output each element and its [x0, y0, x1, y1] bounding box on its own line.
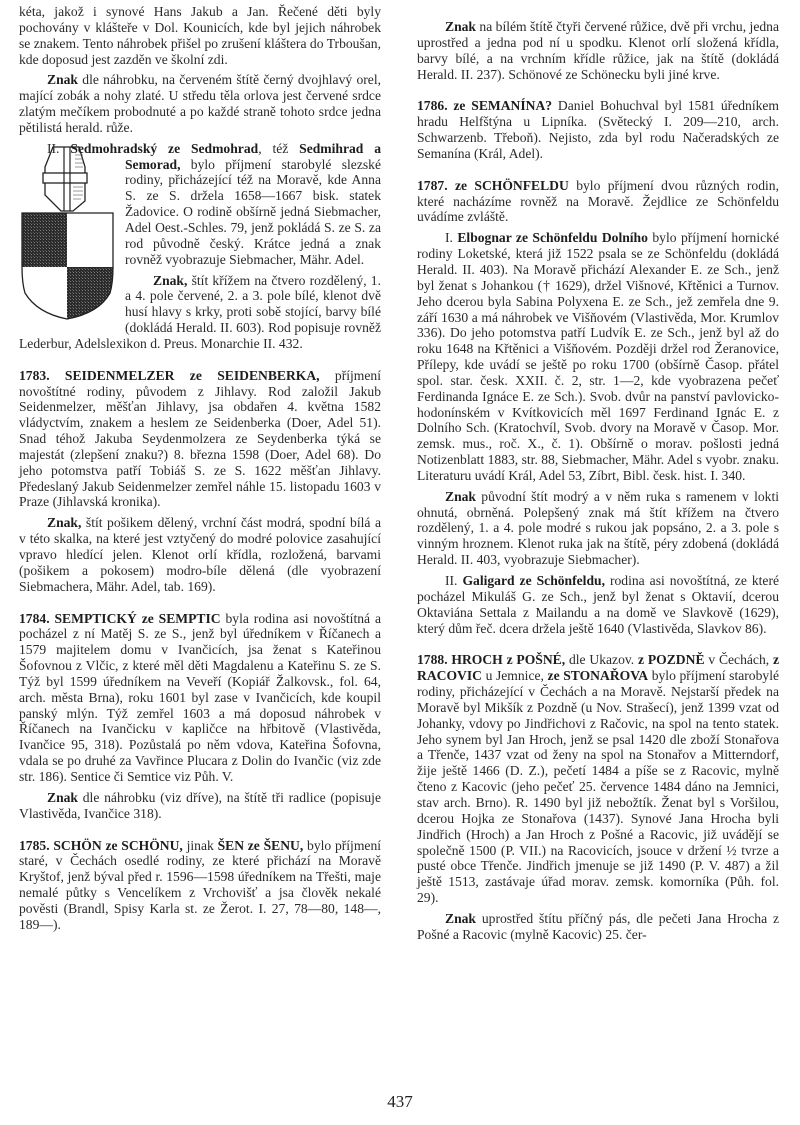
paragraph-znak-eagle: Znak dle náhrobku, na červeném štítě černý dvojhlavý orel, mající zobák a nohy zlaté. U středu těla orlova jest červené srdce zlatým mečíkem probodnuté a po každé straně tohoto srdce jedna pětilistá herald. růže.: [19, 72, 381, 135]
paragraph-znak-elbognar: Znak původní štít modrý a v něm ruka s ramenem v lokti ohnutá, obrněná. Polepšený znak má štít křížem na čtvero rozdělený, 1. a 4. pole modré s rukou jak popsáno, 2. a 3. pole s vinným hroznem. Klenot ruka jak na štítě, péry zdobená (dokládá Herald. II. 403, vyobrazuje Siebmacher).: [417, 488, 779, 568]
entry-sedmohradsky: II. Sedmohradský ze Sedmohrad, též Sedmihrad a Semorad, bylo příjmení starobylé slezské rodiny, přicházející též na Moravě, kde Anna S. ze S. držela 1658—1667 bisk. statek Žadovice. O rodině obšírně jedná Siebmacher, Adel Oest.-Schles. 79, jenž pokládá S. ze S. za rod původně český. Krátce jedná a znak rovněž vyobrazuje Siebmacher, Mähr. Adel.: [19, 141, 381, 268]
paragraph-znak-1784: Znak dle náhrobku (viz dříve), na štítě tři radlice (popisuje Vlastivěda, Ivančice 318).: [19, 789, 381, 821]
paragraph-znak-sedmohrad: Znak, štít křížem na čtvero rozdělený, 1. a 4. pole červené, 2. a 3. pole bílé, klenot dvě husí hlavy s krky, proti sobě stojící, barvy bílé (dokládá Herald. II. 603). Rod popisuje rovněž Lederbur, Adelslexikon d. Preus. Monarchie II. 432.: [19, 272, 381, 351]
entry-1784: 1784. SEMPTICKÝ ze SEMPTIC byla rodina asi novoštítná a pocházel z ní Matěj S. ze S., jenž byl úředníkem v Říčanech a 1579 majitelem domu v Ivančicích, jsa ženat s Kateřinou Šofovnou z Vlčic, z které měl děti Magdalenu a Kateřinu S. ze S. Týž byl 1599 úředníkem na Veveří (Kopiář Žalkovsk., fol. 64, arch. města Brna), roku 1601 byl zase v Ivančicích, kde koupil panský mlýn. Týž zemřel 1603 a má doposud náhrobek v Říčanech na Ivančicku v kapličce na hřbitově (Vlastivěda, Ivančice 95, 318). Pozůstalá po něm vdova, Kateřina Šofovna, vdala se po druhé za Vavřince Plucara z Dolin do Ivančic (viz zde str. 186). Sentice či Semtice viz Půh. V.: [19, 610, 381, 784]
entry-elbognar: I. Elbognar ze Schönfeldu Dolního bylo příjmení hornické rodiny Loketské, která již 1522 psala se ze Schönfeldu (dokládá Herald. II. 403). Na Moravě přichází Alexander E. ze Sch., jenž byl ženat s Johankou († 1629), držel Višnové, Křtěnici a Turnov. Jeho dcerou byla Sabina Polyxena E. ze Sch., jež zemřela dne 9. září 1630 a má náhrobek ve Višňovém (Vlastivěda, Mor. Krumlov 336). Do jeho potomstva patří Ludvík E. ze Sch., jenž byl až do roku 1648 na Křtěnici a Višňovém. Později držel rod Žeranovice, Přílepy, kde uvádí se ještě po roku 1700 (obšírně Časop. přátel spol. star. česk. XXII. č. 2, str. 1—2, kde vyobrazena pečeť Ferdinanda Ignáce E. ze Sch.). Svob. dvůr na panství pavlovicko-hodonínském v Kvítkovicích měl 1697 Ferdinand Ignác E. z Dolního Sch. (Kratochvíl, Svob. dvory na Moravě v Časop. Mor. zemsk. mus., roč. X., č. 1). Obšírně o morav. pošlosti jedná Notizenblatt 1883, str. 88, Siebmacher, Mähr. Adel s vyobr. znaku. Literaturu uvádí Král, Adel 53, Zíbrt, Bibl. česk. hist. I. 340.: [417, 230, 779, 483]
znak-lead: Znak: [47, 72, 78, 88]
entry-heading: 1784. SEMPTICKÝ ze SEMPTIC: [19, 610, 221, 626]
paragraph-znak-1783: Znak, štít pošikem dělený, vrchní část modrá, spodní bílá a v této skalka, na které jest vztyčený do modré polovice zasahující vpravo hledící jelen. Klenot orlí křídla, rozložená, barvami (pošikem a pokosem) modro-bíle dělená (dle vyobrazení Siebmachera, Mähr. Adel, tab. 169).: [19, 515, 381, 594]
page-number: 437: [387, 1092, 413, 1111]
entry-heading: 1783. SEIDENMELZER ze SEIDENBERKA,: [19, 367, 320, 383]
entry-galigard: II. Galigard ze Schönfeldu, rodina asi novoštítná, ze které pocházel Mikuláš G. ze Sch., jenž byl ženat s Oktavií, dcerou Oktaviána Settala z Mailandu a na domě ve Slavkově (1629), který dům řeč. dcera držela ještě 1640 (Vlastivěda, Slavkov 86).: [417, 573, 780, 636]
entry-1788: 1788. HROCH z POŠNÉ, dle Ukazov. z POZDNĚ v Čechách, z RACOVIC u Jemnice, ze STONAŘOVA bylo příjmení starobylé rodiny, přicházející v Čechách a na Moravě. Nejstarší předek na Moravě byl Mikšík z Pozdně (u Nov. Strašecí), jenž 1399 vzat od Johanky, vdovy po Jindřichovi z Račovic, na spol na tento statek. Jeho synem byl Jan Hroch, jenž se psal 1420 dle zboží Stonařova a Třenče, 1437 vzat od ženy na spol na Stonařov a Mitterndorf, žije ještě 1466 (D. Z.), pečetí 1484 a píše se z Racovic, mylně čteno z Kacovic (jeho pečeť 25. července 1484 dáno na Jemnici, stav arch. Brno). R. 1490 byl již nebožtík. Ženat byl s Voršilou, dcerou Hojka ze Stonařova (1437). Synové Jana Hrocha byli Jindřich (Hroch) a Jan Hroch z Pošné a Racovic, již uvádějí se společně 1500 (P. VII.) na Racovicích, jsouce v držení ½ tvrze a pusté obce Třenče. Jindřich jmenuje se již 1490 (P. V. 487) a žil ještě 1513, zastávaje úřad morav. zemsk. komorníka (Půh. fol. 29).: [417, 652, 780, 906]
entry-heading: Sedmohradský ze Sedmohrad: [70, 140, 259, 156]
coat-of-arms-icon: [19, 143, 117, 323]
entry-heading: 1785. SCHÖN ze SCHÖNU,: [19, 837, 183, 853]
entry-heading: 1786. ze SEMANÍNA?: [417, 98, 553, 114]
entry-1786: 1786. ze SEMANÍNA? Daniel Bohuchval byl 1581 úředníkem hradu Helfštýna u Lipníka. (Světecký I. 209—210, arch. Schwarzenb. Třeboň). Nejisto, zda byl rodu Načeradských ze Semanína (Král, Adel).: [417, 98, 780, 161]
entry-heading: 1788. HROCH z POŠNÉ,: [417, 652, 566, 668]
entry-heading: 1787. ze SCHÖNFELDU: [417, 177, 569, 193]
entry-1787: 1787. ze SCHÖNFELDU bylo příjmení dvou různých rodin, které nacházíme rovněž na Moravě. Žejdlice ze Schönfeldu uvádíme zvláště.: [417, 177, 779, 225]
paragraph-znak-schon: Znak na bílém štítě čtyři červené růžice, dvě při vrchu, jedna uprostřed a jedna pod ní u spodku. Klenot orlí složená křídla, barvy bílé, a na vrchním křídle růžice, jak na štítě (dokládá Herald. II. 237). Schönové ze Schönecku byli jiné krve.: [417, 19, 779, 82]
paragraph-continuation: kéta, jakož i synové Hans Jakub a Jan. Řečené děti byly pochovány v klášteře v Dol. Kounicích, kde byl jejich náhrobek se znakem. Tento náhrobek přišel po zrušení kláštera do Trboušan, kde doposud jest zazděn ve školní zdi.: [19, 4, 381, 67]
entry-1783: 1783. SEIDENMELZER ze SEIDENBERKA, příjmení novoštítné rodiny, původem z Jihlavy. Rod založil Jakub Seidenmelzer, měšťan Jihlavy, jsa obdařen 4. května 1582 vládyctvím, znakem a heslem ze Seidenberka (Doer, Adel 51). Snad téhož Jakuba Seydenmolzera ze Seydenberka týká se majestát (zlepšení znaku?) 8. března 1598 (Doer, Adel 68). Do jeho potomstva patří Tobiáš S. ze S. 1622 měšťan Jihlavy. Předeslaný Jakub Seidenmelzer zemřel náhle 15. listopadu 1603 v Praze (Jihlavská kronika).: [19, 367, 381, 510]
left-column: [19, 4, 381, 933]
entry-1785: 1785. SCHÖN ze SCHÖNU, jinak ŠEN ze ŠENU, bylo příjmení staré, v Čechách osedlé rodiny, ze které přichází na Moravě Kryštof, jenž býval před r. 1596—1598 úředníkem na Třešti, maje nemalé půtky s Vencelíkem z Vrchovišť a jsa člověk nekalé pověsti (Brandl, Spisy Karla st. ze Žerot. I. 27, 78—80, 148—, 189—).: [19, 837, 382, 932]
right-column: [417, 4, 779, 943]
paragraph-znak-1788: Znak uprostřed štítu příčný pás, dle pečeti Jana Hrocha z Pošné a Racovic (mylně Kacovic) 25. čer-: [417, 910, 779, 942]
coat-of-arms-figure: [19, 143, 117, 325]
